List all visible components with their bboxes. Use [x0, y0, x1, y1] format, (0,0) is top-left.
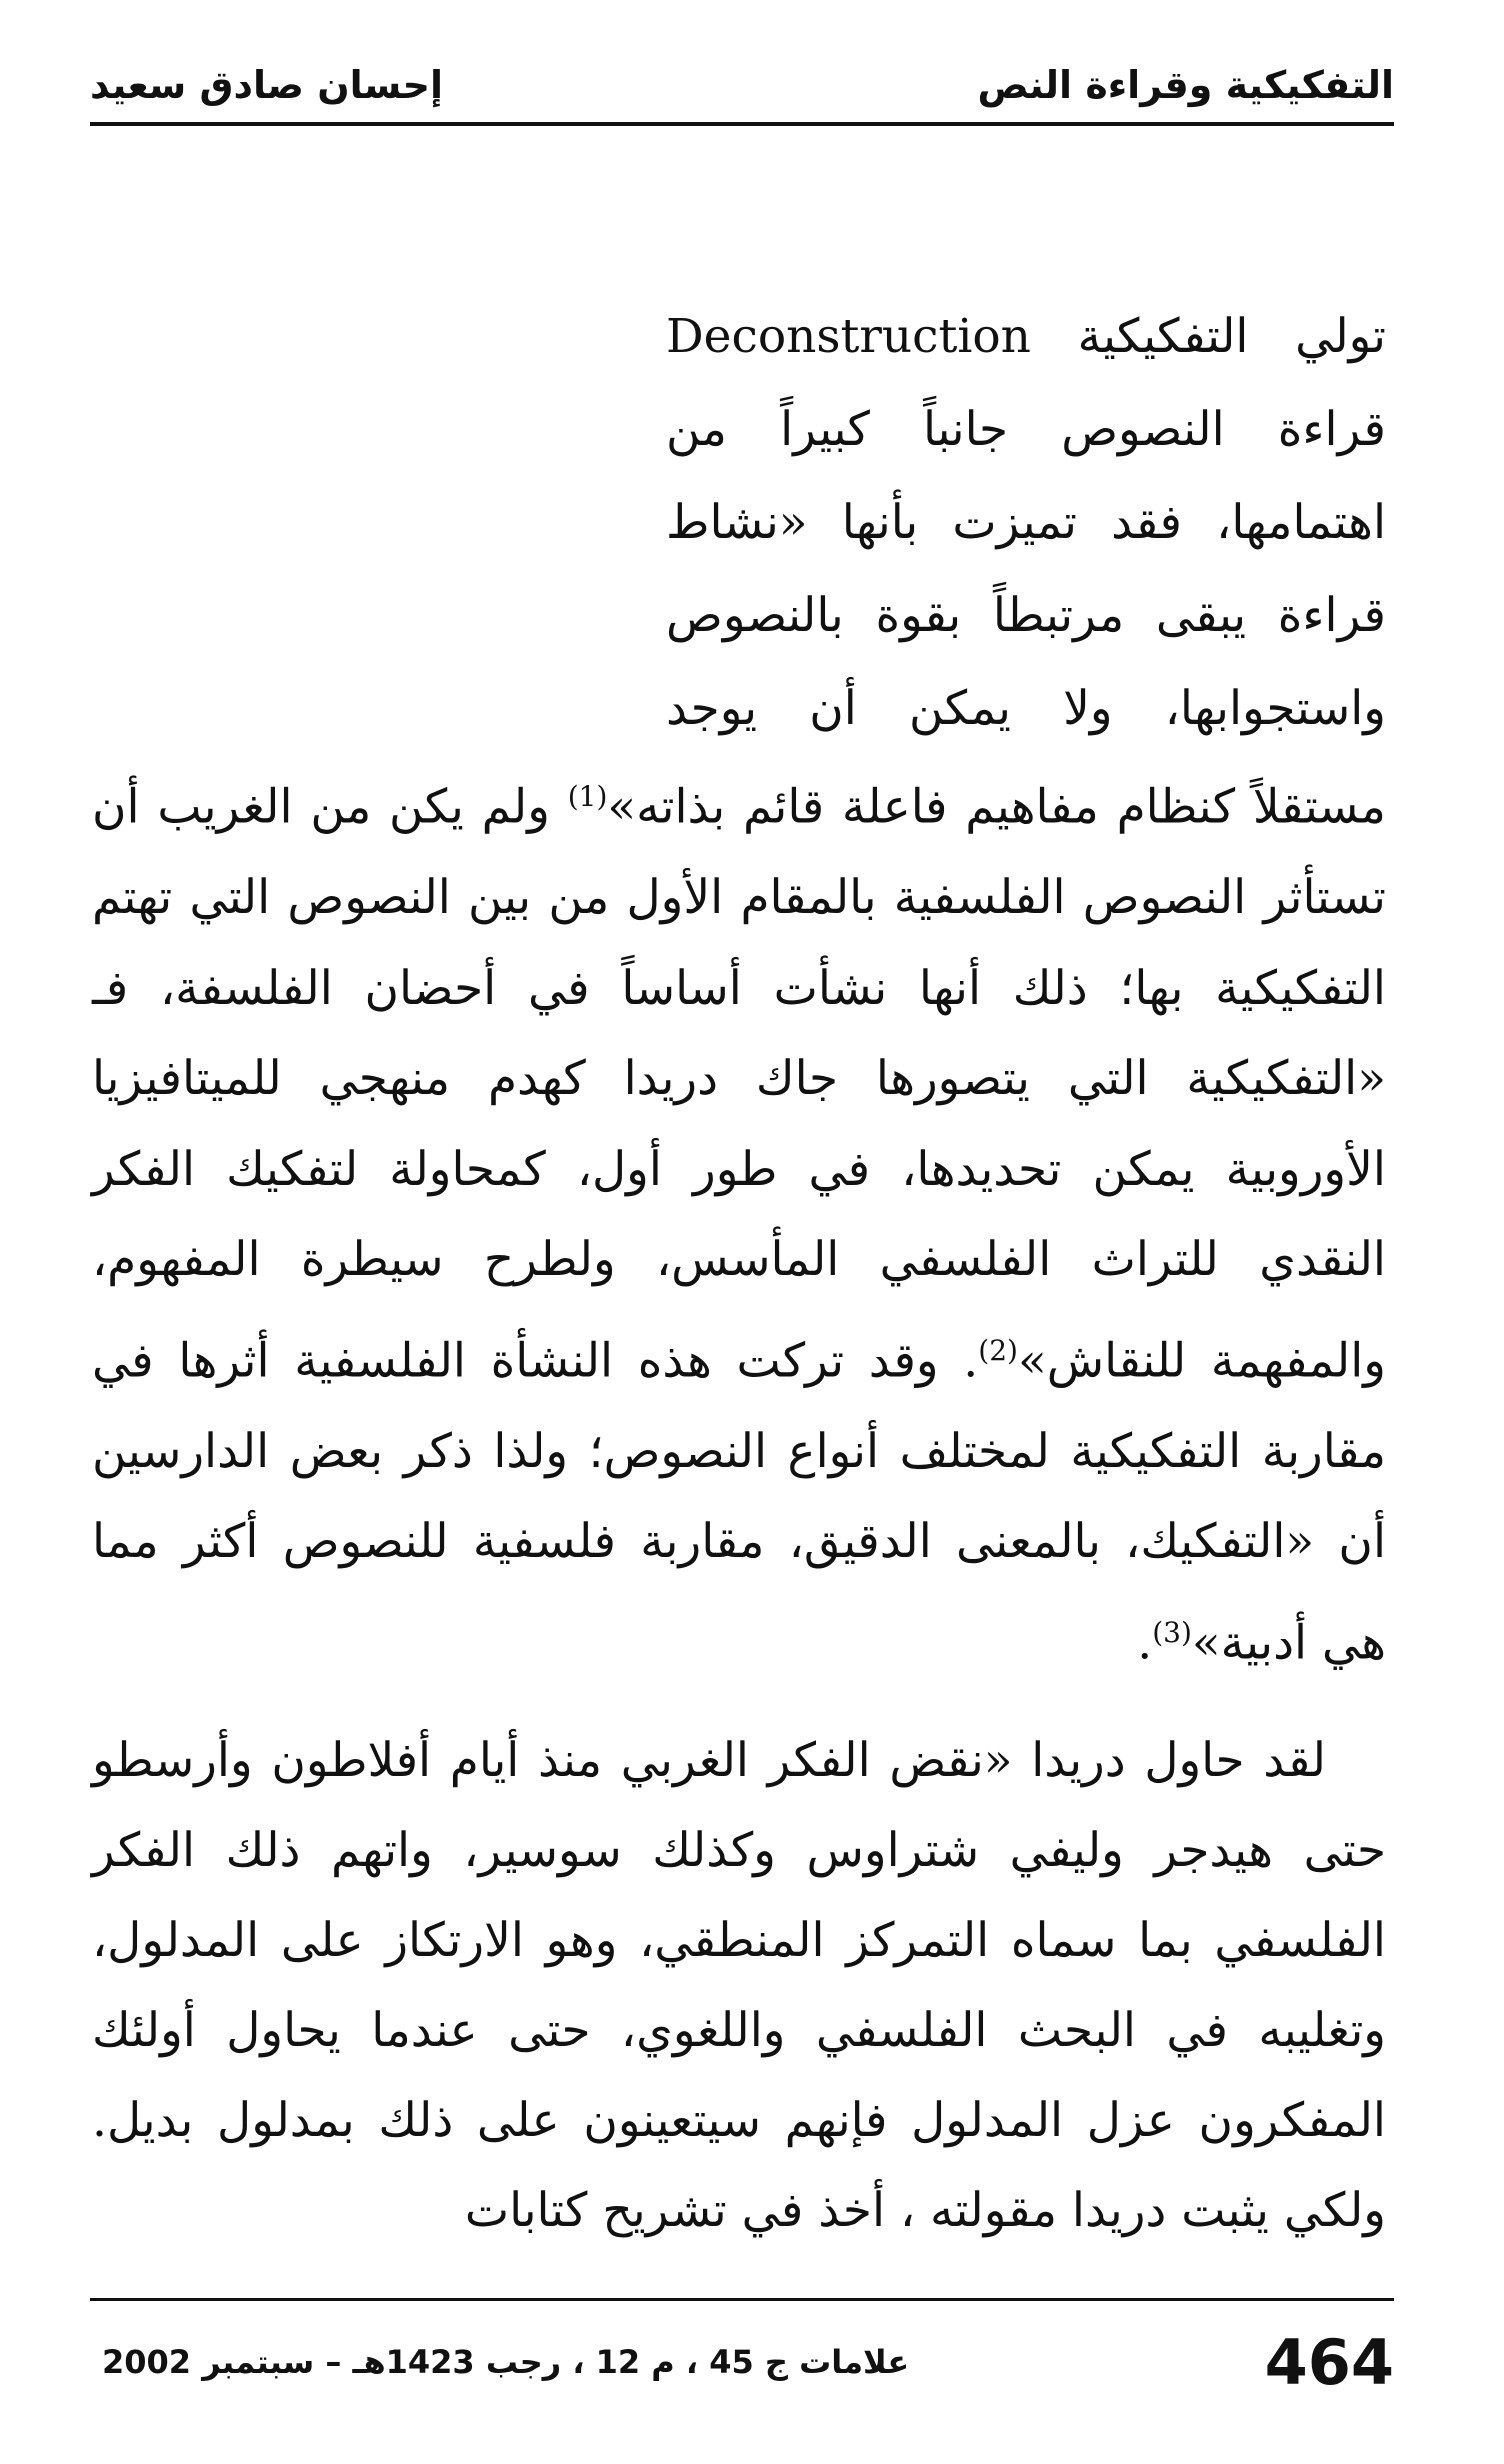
footnote-ref: (3) — [1152, 1615, 1192, 1649]
text-run: . وقد تركت هذه النشأة الفلسفية أثرها في مقاربة التفكيكية لمختلف أنواع النصوص؛ ولذا ذكر بعض الدارسين أن «التفكيك، بالمعنى الدقيق، مقاربة فلسفية للنصوص أكثر مما هي أدبية» — [92, 1333, 1386, 1671]
intro-line: واستجوابها، ولا يمكن أن يوجد — [666, 681, 1386, 736]
text-run: . — [1137, 1615, 1153, 1671]
paragraph-intro-continued — [92, 752, 1386, 1689]
page-number: 464 — [1264, 2325, 1394, 2399]
header-rule — [90, 122, 1394, 126]
intro-line: اهتمامها، فقد تميزت بأنها «نشاط — [666, 495, 1386, 550]
header-title: التفكيكية وقراءة النص — [977, 63, 1394, 107]
footnote-ref: (1) — [567, 780, 608, 813]
footer-journal-info: علامات ج 45 ، م 12 ، رجب 1423هـ – سبتمبر 2002 — [102, 2343, 910, 2381]
running-header — [90, 55, 1394, 115]
footer-rule — [90, 2298, 1394, 2301]
header-author: إحسان صادق سعيد — [90, 63, 443, 107]
intro-line: قراءة يبقى مرتبطاً بقوة بالنصوص — [666, 588, 1386, 643]
footnote-ref: (2) — [978, 1333, 1018, 1367]
intro-line: قراءة النصوص جانباً كبيراً من — [666, 402, 1386, 457]
text-run: ولم يكن من الغريب أن تستأثر النصوص الفلسفية بالمقام الأول من بين النصوص التي تهتم التفكيكية بها؛ ذلك أنها نشأت أساساً في أحضان الفلسفة، فـ «التفكيكية التي يتصورها جاك دريدا كهدم منهجي للميتافيزيا الأوروبية يمكن تحديدها، في طور أول، كمحاولة لتفكيك الفكر النقدي للتراث الفلسفي المأسس، ولطرح سيطرة المفهوم، والمفهمة للنقاش» — [92, 779, 1386, 1389]
running-footer — [90, 2312, 1394, 2412]
intro-line: تولي التفكيكية Deconstruction — [666, 309, 1386, 364]
text-run: مستقلاً كنظام مفاهيم فاعلة قائم بذاته» — [607, 779, 1386, 835]
paragraph-intro-narrow — [666, 290, 1386, 755]
paragraph-derrida: لقد حاول دريدا «نقض الفكر الغربي منذ أيام أفلاطون وأرسطو حتى هيدجر وليفي شتراوس وكذلك سوسير، واتهم ذلك الفكر الفلسفي بما سماه التمركز المنطقي، وهو الارتكاز على المدلول، وتغليبه في البحث الفلسفي واللغوي، حتى عندما يحاول أولئك المفكرون عزل المدلول فإنهم سيتعينون على ذلك بمدلول بديل. ولكي يثبت دريدا مقولته ، أخذ في تشريح كتابات — [92, 1733, 1386, 2238]
